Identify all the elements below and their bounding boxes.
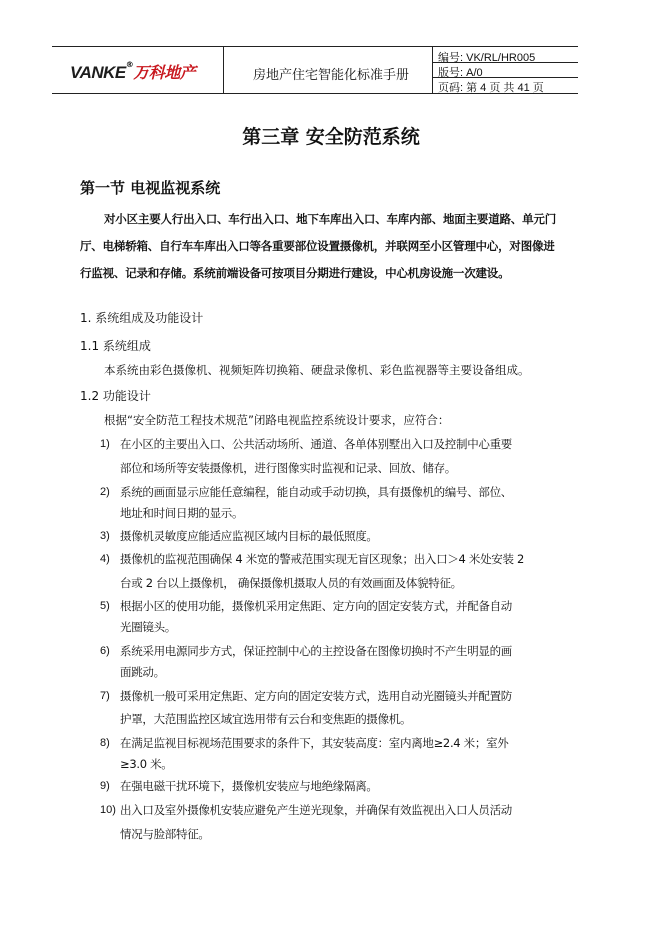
item-text: 摄像机灵敏度应能适应监视区域内目标的最低照度。 — [120, 529, 378, 543]
item-text: 在满足监视目标视场范围要求的条件下，其安装高度：室内离地≥2.4 米；室外 — [120, 736, 509, 750]
item-text: 在小区的主要出入口、公共活动场所、通道、各单体别墅出入口及控制中心重要 — [120, 437, 512, 451]
doc-code-row — [438, 49, 535, 65]
item-text: 系统的画面显示应能任意编程，能自动或手动切换，具有摄像机的编号、部位、 — [120, 485, 512, 499]
item-text: ≥3.0 米。 — [120, 757, 173, 771]
doc-code-label: 编号: — [438, 52, 464, 64]
item-number: 6) — [100, 645, 110, 657]
item-text: 摄像机一般可采用定焦距、定方向的固定安装方式，选用自动光圈镜头并配置防 — [120, 689, 512, 703]
item-text: 在强电磁干扰环境下，摄像机安装应与地绝缘隔离。 — [120, 779, 378, 793]
company-logo — [70, 60, 195, 83]
paragraph-1-1: 本系统由彩色摄像机、视频矩阵切换箱、硬盘录像机、彩色监视器等主要设备组成。 — [104, 363, 530, 377]
item-text: 光圈镜头。 — [120, 620, 176, 634]
intro-line-1: 对小区主要人行出入口、车行出入口、地下车库出入口、车库内部、地面主要道路、单元门 — [104, 212, 556, 226]
heading-1: 1. 系统组成及功能设计 — [80, 311, 204, 325]
item-number: 1) — [100, 438, 110, 450]
item-number: 7) — [100, 690, 110, 702]
version-row — [438, 64, 483, 80]
page-value: 第 4 页 共 41 页 — [466, 82, 544, 94]
page-label: 页码: — [438, 82, 464, 94]
version-label: 版号: — [438, 67, 464, 79]
item-text: 台或 2 台以上摄像机， 确保摄像机摄取人员的有效画面及体貌特征。 — [120, 576, 462, 590]
document-title: 房地产住宅智能化标准手册 — [253, 68, 410, 83]
page-row — [438, 79, 544, 95]
item-text: 面跳动。 — [120, 665, 165, 679]
item-number: 5) — [100, 600, 110, 612]
version-value: A/0 — [466, 67, 483, 79]
header-divider-1 — [223, 46, 224, 94]
item-text: 出入口及室外摄像机安装应避免产生逆光现象，并确保有效监视出入口人员活动 — [120, 803, 512, 817]
item-text: 地址和时间日期的显示。 — [120, 506, 244, 520]
item-number: 2) — [100, 486, 110, 498]
item-number: 8) — [100, 737, 110, 749]
item-text: 护罩，大范围监控区域宜选用带有云台和变焦距的摄像机。 — [120, 712, 412, 726]
logo-english: VANKE — [70, 63, 126, 82]
doc-code-value: VK/RL/HR005 — [466, 52, 536, 64]
header-border-top — [52, 46, 578, 47]
logo-chinese: 万科地产 — [133, 63, 196, 82]
heading-1-1: 1.1 系统组成 — [80, 339, 151, 353]
item-number: 3) — [100, 530, 110, 542]
header-divider-2 — [432, 46, 433, 94]
heading-1-2: 1.2 功能设计 — [80, 389, 151, 403]
item-text: 情况与脸部特征。 — [120, 827, 210, 841]
paragraph-1-2: 根据“安全防范工程技术规范”闭路电视监控系统设计要求，应符合： — [104, 413, 450, 427]
chapter-title: 第三章 安全防范系统 — [242, 126, 420, 148]
logo-registered-mark: ® — [125, 60, 134, 69]
item-text: 根据小区的使用功能，摄像机采用定焦距、定方向的固定安装方式，并配备自动 — [120, 599, 512, 613]
item-text: 部位和场所等安装摄像机，进行图像实时监视和记录、回放、储存。 — [120, 461, 456, 475]
item-text: 摄像机的监视范围确保 4 米宽的警戒范围实现无盲区现象；出入口＞4 米处安装 2 — [120, 552, 525, 566]
section-title: 第一节 电视监视系统 — [80, 179, 221, 197]
intro-line-3: 行监视、记录和存储。系统前端设备可按项目分期进行建设，中心机房设施一次建设。 — [80, 266, 510, 280]
item-text: 系统采用电源同步方式，保证控制中心的主控设备在图像切换时不产生明显的画 — [120, 644, 512, 658]
intro-line-2: 厅、电梯轿箱、自行车车库出入口等各重要部位设置摄像机，并联网至小区管理中心，对图像进 — [80, 239, 555, 253]
item-number: 4) — [100, 553, 110, 565]
item-number: 10) — [100, 804, 116, 816]
item-number: 9) — [100, 780, 110, 792]
